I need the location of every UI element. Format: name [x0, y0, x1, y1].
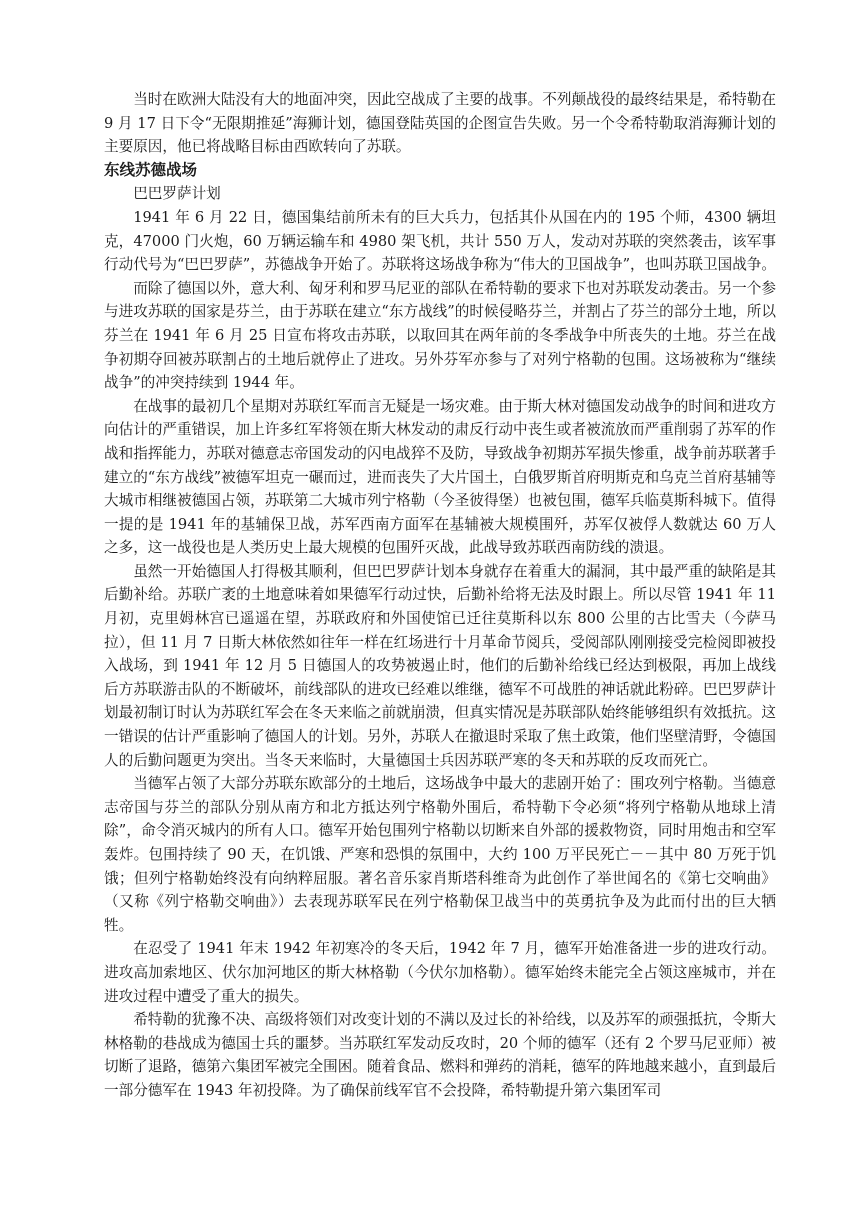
body-paragraph: 而除了德国以外，意大利、匈牙利和罗马尼亚的部队在希特勒的要求下也对苏联发动袭击。另一个参与进攻苏联的国家是芬兰，由于苏联在建立“东方战线”的时候侵略芬兰，并割占了芬兰的部分土地，所以芬兰在 1941 年 6 月 25 日宣布将攻击苏联，以取回其在两年前的冬季战争中所丧失的土地。芬兰在战争初期夺回被苏联割占的土地后就停止了进攻。另外芬军亦参与了对列宁格勒的包围。这场被称为“继续战争”的冲突持续到 1944 年。 — [104, 279, 776, 392]
section-subheading: 巴巴罗萨计划 — [133, 185, 221, 203]
body-paragraph: 1941 年 6 月 22 日，德国集结前所未有的巨大兵力，包括其仆从国在内的 195 个师，4300 辆坦克，47000 门火炮，60 万辆运输车和 4980 架飞机，共计 550 万人，发动对苏联的突然袭击，该军事行动代号为“巴巴罗萨”，苏德战争开始了。苏联将这场战争称为“伟大的卫国战争”，也叫苏联卫国战争。 — [104, 208, 776, 274]
body-paragraph: 在战事的最初几个星期对苏联红军而言无疑是一场灾难。由于斯大林对德国发动战争的时间和进攻方向估计的严重错误，加上许多红军将领在斯大林发动的肃反行动中丧生或者被流放而严重削弱了苏军的作战和指挥能力，苏联对德意志帝国发动的闪电战猝不及防，导致战争初期苏军损失惨重，战争前苏联著手建立的“东方战线”被德军坦克一碾而过，进而丧失了大片国土，白俄罗斯首府明斯克和乌克兰首府基辅等大城市相继被德国占领，苏联第二大城市列宁格勒（今圣彼得堡）也被包围，德军兵临莫斯科城下。值得一提的是 1941 年的基辅保卫战，苏军西南方面军在基辅被大规模围歼，苏军仅被俘人数就达 60 万人之多，这一战役也是人类历史上最大规模的包围歼灭战，此战导致苏联西南防线的溃退。 — [104, 397, 776, 557]
body-paragraph: 当德军占领了大部分苏联东欧部分的土地后，这场战争中最大的悲剧开始了：围攻列宁格勒。当德意志帝国与芬兰的部队分别从南方和北方抵达列宁格勒外围后，希特勒下令必须“将列宁格勒从地球上清除”，命令消灭城内的所有人口。德军开始包围列宁格勒以切断来自外部的援救物资，同时用炮击和空军轰炸。包围持续了 90 天，在饥饿、严寒和恐惧的氛围中，大约 100 万平民死亡－－其中 80 万死于饥饿；但列宁格勒始终没有向纳粹屈服。著名音乐家肖斯塔科维奇为此创作了举世闻名的《第七交响曲》（又称《列宁格勒交响曲》）去表现苏联军民在列宁格勒保卫战当中的英勇抗争及为此而付出的巨大牺牲。 — [104, 775, 776, 934]
intro-paragraph: 当时在欧洲大陆没有大的地面冲突，因此空战成了主要的战事。不列颠战役的最终结果是，希特勒在 9 月 17 日下令“无限期推延”海狮计划，德国登陆英国的企图宣告失败。另一个令希特勒取消海狮计划的主要原因，他已将战略目标由西欧转向了苏联。 — [104, 91, 776, 156]
body-paragraph: 在忍受了 1941 年末 1942 年初寒冷的冬天后，1942 年 7 月，德军开始准备进一步的进攻行动。进攻高加索地区、伏尔加河地区的斯大林格勒（今伏尔加格勒）。德军始终未能完全占领这座城市，并在进攻过程中遭受了重大的损失。 — [104, 940, 776, 1005]
section-heading: 东线苏德战场 — [104, 160, 198, 179]
document-page — [104, 88, 776, 1103]
body-paragraph: 虽然一开始德国人打得极其顺利，但巴巴罗萨计划本身就存在着重大的漏洞，其中最严重的缺陷是其后勤补给。苏联广袤的土地意味着如果德军行动过快，后勤补给将无法及时跟上。所以尽管 1941 年 11 月初，克里姆林宫已遥遥在望，苏联政府和外国使馆已迁往莫斯科以东 800 公里的古比雪夫（今萨马拉），但 11 月 7 日斯大林依然如往年一样在红场进行十月革命节阅兵，受阅部队刚刚接受完检阅即被投入战场，到 1941 年 12 月 5 日德国人的攻势被遏止时，他们的后勤补给线已经达到极限，再加上战线后方苏联游击队的不断破坏，前线部队的进攻已经难以维继，德军不可战胜的神话就此粉碎。巴巴罗萨计划最初制订时认为苏联红军会在冬天来临之前就崩溃，但真实情况是苏联部队始终能够组织有效抵抗。这一错误的估计严重影响了德国人的计划。另外，苏联人在撤退时采取了焦土政策，他们坚壁清野，令德国人的后勤问题更为突出。当冬天来临时，大量德国士兵因苏联严寒的冬天和苏联的反攻而死亡。 — [104, 562, 776, 769]
body-paragraph: 希特勒的犹豫不决、高级将领们对改变计划的不满以及过长的补给线，以及苏军的顽强抵抗，令斯大林格勒的巷战成为德国士兵的噩梦。当苏联红军发动反攻时，20 个师的德军（还有 2 个罗马尼亚师）被切断了退路，德第六集团军被完全围困。随着食品、燃料和弹药的消耗，德军的阵地越来越小，直到最后一部分德军在 1943 年初投降。为了确保前线军官不会投降，希特勒提升第六集团军司 — [104, 1011, 776, 1099]
